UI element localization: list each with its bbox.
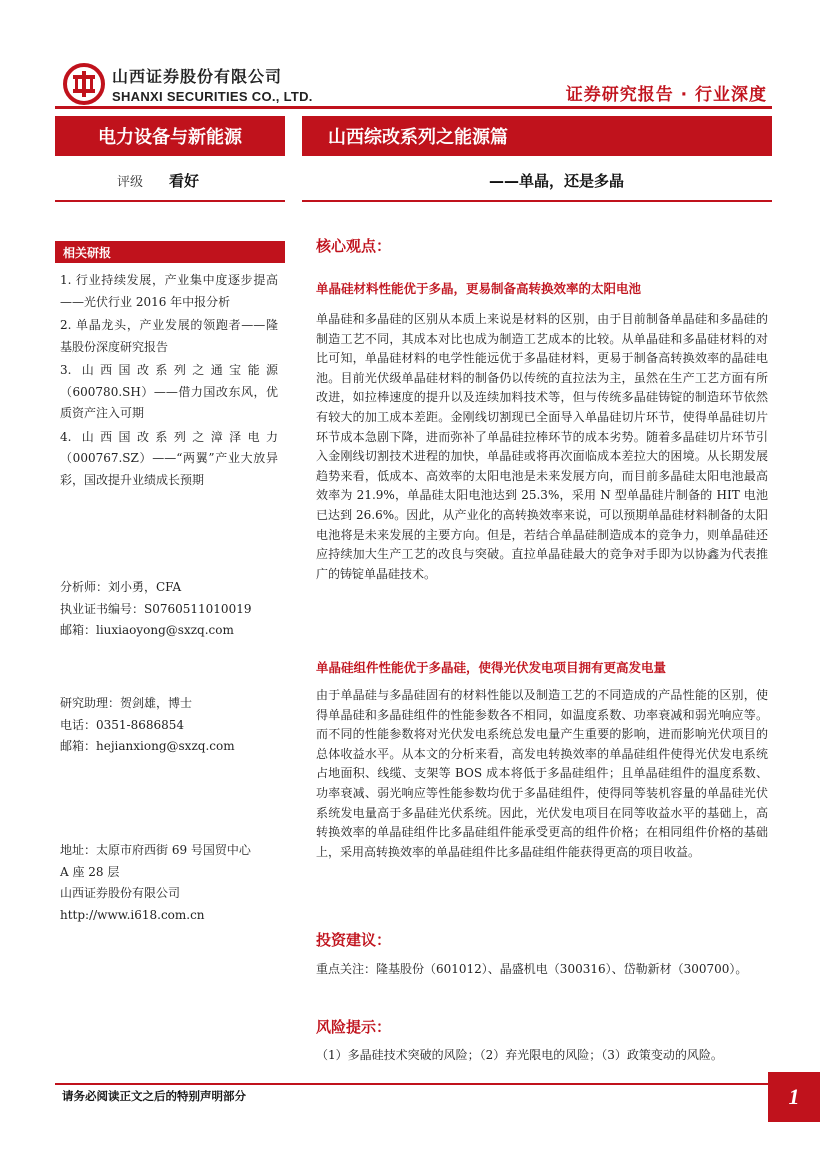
- address-line: 地址：太原市府西街 69 号国贸中心: [60, 843, 251, 857]
- rating-label: 评级: [117, 174, 144, 190]
- core-view-subheading-1: 单晶硅材料性能优于多晶，更易制备高转换效率的太阳电池: [316, 281, 642, 296]
- footer-divider: [55, 1083, 772, 1085]
- series-title: 山西综改系列之能源篇: [302, 116, 772, 156]
- related-research-item[interactable]: 3. 山西国改系列之通宝能源（600780.SH）——借力国改东风，优质资产注入可期: [60, 363, 278, 420]
- assistant-email[interactable]: 邮箱：hejianxiong@sxzq.com: [60, 739, 235, 753]
- company-logo-icon: [62, 62, 106, 106]
- related-research-item[interactable]: 1. 行业持续发展，产业集中度逐步提高——光伏行业 2016 年中报分析: [60, 273, 278, 309]
- core-view-paragraph-1: 单晶硅和多晶硅的区别从本质上来说是材料的区别，由于目前制备单晶硅和多晶硅的制造工艺不同，其成本对比也成为制造工艺成本的比较。从单晶硅和多晶硅材料的对比可知，单晶硅材料的电学性能远优于多晶硅材料，更易于制备高转换效率的晶硅电池。目前光伏级单晶硅材料的制备仍以传统的直拉法为主，虽然在生产工艺方面有所改进，如拉棒速度的提升以及连续加料技术等，但与传统多晶硅铸锭的制造环节依然有较大的加工成本差距。金刚线切割现已全面导入单晶硅切片环节，使得单晶硅切片环节成本急剧下降，进而弥补了单晶硅拉棒环节的成本劣势。随着多晶硅切片环节引入金刚线切割技术进程的加快，单晶硅或将再次面临成本差拉大的困境。从长期发展趋势来看，低成本、高效率的太阳电池是未来发展方向，而目前多晶硅太阳电池最高效率为 21.9%，单晶硅太阳电池达到 25.3%，采用 N 型单晶硅片制备的 HIT 电池已达到 26.6%。因此，从产业化的高转换效率来说，可以预期单晶硅材料制备的太阳电池将是未来发展的主要方向。但是，若结合单晶硅制造成本的竞争力，则单晶硅还应持续加大生产工艺的改良与突破。直拉单晶硅最大的竞争对手即为以协鑫为代表推广的铸锭单晶硅技术。: [316, 312, 768, 581]
- analyst-license: 执业证书编号：S0760511010019: [60, 601, 252, 616]
- analyst-email[interactable]: 邮箱：liuxiaoyong@sxzq.com: [60, 623, 234, 637]
- risk-text: （1）多晶硅技术突破的风险；（2）弃光限电的风险；（3）政策变动的风险。: [316, 1048, 723, 1062]
- investment-text: 重点关注：隆基股份（601012）、晶盛机电（300316）、岱勒新材（300700）。: [316, 962, 748, 976]
- assistant-info: [60, 693, 285, 758]
- website-link[interactable]: http://www.i618.com.cn: [60, 907, 205, 922]
- header-divider: [55, 106, 772, 109]
- assistant-name: 研究助理：贺剑雄，博士: [60, 696, 193, 710]
- company-name-cn: 山西证券股份有限公司: [112, 67, 283, 86]
- company-logo: [62, 62, 313, 106]
- risk-heading: 风险提示：: [316, 1018, 392, 1036]
- left-divider: [55, 200, 285, 202]
- footer-notice: 请务必阅读正文之后的特别声明部分: [62, 1089, 246, 1103]
- investment-heading: 投资建议：: [316, 931, 392, 949]
- core-views-heading: 核心观点：: [316, 237, 392, 255]
- industry-title: 电力设备与新能源: [55, 116, 285, 156]
- page-number: 1: [768, 1072, 820, 1122]
- core-view-subheading-2: 单晶硅组件性能优于多晶硅，使得光伏发电项目拥有更高发电量: [316, 660, 667, 675]
- rating-row: [55, 166, 285, 194]
- address-info: [60, 840, 285, 926]
- analyst-info: [60, 577, 285, 642]
- related-research-heading: 相关研报: [55, 241, 285, 263]
- related-research-list: [60, 270, 278, 493]
- company-name-en: SHANXI SECURITIES CO., LTD.: [112, 89, 313, 104]
- report-type: 证券研究报告 · 行业深度: [565, 85, 767, 105]
- right-divider: [302, 200, 772, 202]
- core-view-paragraph-2: 由于单晶硅与多晶硅固有的材料性能以及制造工艺的不同造成的产品性能的区别，使得单晶硅和多晶硅组件的性能参数各不相同，如温度系数、功率衰减和弱光响应等。而不同的性能参数将对光伏发电系统总发电量产生重要的影响，进而影响光伏项目的总体收益水平。从本文的分析来看，高发电转换效率的单晶硅组件使得光伏发电系统占地面积、线缆、支架等 BOS 成本将低于多晶硅组件；且单晶硅组件的温度系数、功率衰减、弱光响应等性能参数均优于多晶硅组件，使得同等装机容量的单晶硅光伏系统发电量高于多晶硅光伏系统。因此，光伏发电项目在同等收益水平的基础上，高转换效率的单晶硅组件比多晶硅组件能承受更高的组件价格；在相同组件价格的基础上，采用高转换效率的单晶硅组件比多晶硅组件能获得更高的项目收益。: [316, 688, 768, 859]
- address-line: A 座 28 层: [60, 864, 120, 879]
- analyst-name: 分析师：刘小勇，CFA: [60, 580, 182, 594]
- rating-value: 看好: [169, 171, 200, 190]
- assistant-phone: 电话：0351-8686854: [60, 717, 185, 732]
- report-subtitle: ——单晶，还是多晶: [488, 172, 624, 190]
- related-research-item[interactable]: 2. 单晶龙头，产业发展的领跑者——隆基股份深度研究报告: [60, 318, 278, 354]
- address-company: 山西证券股份有限公司: [60, 886, 181, 900]
- related-research-item[interactable]: 4. 山西国改系列之漳泽电力（000767.SZ）——“两翼”产业大放异彩，国改提升业绩成长预期: [60, 429, 278, 487]
